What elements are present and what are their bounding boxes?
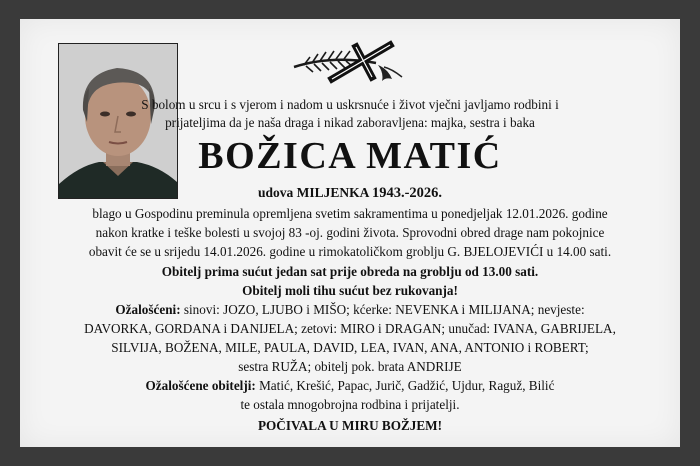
closing-line: POČIVALA U MIRU BOŽJEM! <box>257 418 443 433</box>
obituary-card <box>20 19 680 447</box>
subtitle <box>20 185 680 202</box>
mourners-line-4: sestra RUŽA; obitelj pok. brata ANDRIJE <box>238 359 462 374</box>
life-years: 1943.-2026. <box>371 185 443 201</box>
families-line-2: te ostala mnogobrojna rodbina i prijatelji. <box>240 397 460 412</box>
families-text-1: Matić, Krešić, Papac, Jurič, Gadžić, Ujdur, Raguž, Bilić <box>255 378 555 393</box>
body-line-3: obavit će se u srijedu 14.01.2026. godine u rimokatoličkom groblju G. BJELOJEVIĆI u 14.00 sati. <box>88 244 612 259</box>
intro-line-1: S bolom u srcu i s vjerom i nadom u uskrsnuće i život vječni javljamo rodbini i <box>141 97 559 112</box>
mourners-line-2: DAVORKA, GORDANA i DANIJELA; zetovi: MIRO i DRAGAN; unučad: IVANA, GABRIJELA, <box>84 321 616 336</box>
widow-of: udova MILJENKA <box>257 185 369 200</box>
body-line-1: blago u Gospodinu preminula opremljena svetim sakramentima u ponedjeljak 12.01.2026. godine <box>92 206 608 221</box>
silent-condolences-notice: Obitelj moli tihu sućut bez rukovanja! <box>242 283 458 298</box>
condolences-notice: Obitelj prima sućut jedan sat prije obreda na groblju od 13.00 sati. <box>161 264 539 279</box>
mourners-label: Ožalošćeni: <box>115 302 181 317</box>
intro-line-2: prijateljima da je naša draga i nikad zaboravljena: majka, sestra i baka <box>165 115 535 130</box>
mourners-text-1: sinovi: JOZO, LJUBO i MIŠO; kćerke: NEVENKA i MILIJANA; nevjeste: <box>180 302 585 317</box>
mourners-line-3: SILVIJA, BOŽENA, MILE, PAULA, DAVID, LEA, IVAN, ANA, ANTONIO i ROBERT; <box>111 340 589 355</box>
families-line-1 <box>20 378 680 394</box>
cross-with-palm-icon <box>292 33 410 93</box>
mourners-line-1 <box>20 302 680 318</box>
deceased-name: BOŽICA MATIĆ <box>198 135 502 177</box>
body-line-2: nakon kratke i teške bolesti u svojoj 83 -oj. godini života. Sprovodni obred drage nam pokojnice <box>95 225 605 240</box>
families-label: Ožalošćene obitelji: <box>145 378 256 393</box>
